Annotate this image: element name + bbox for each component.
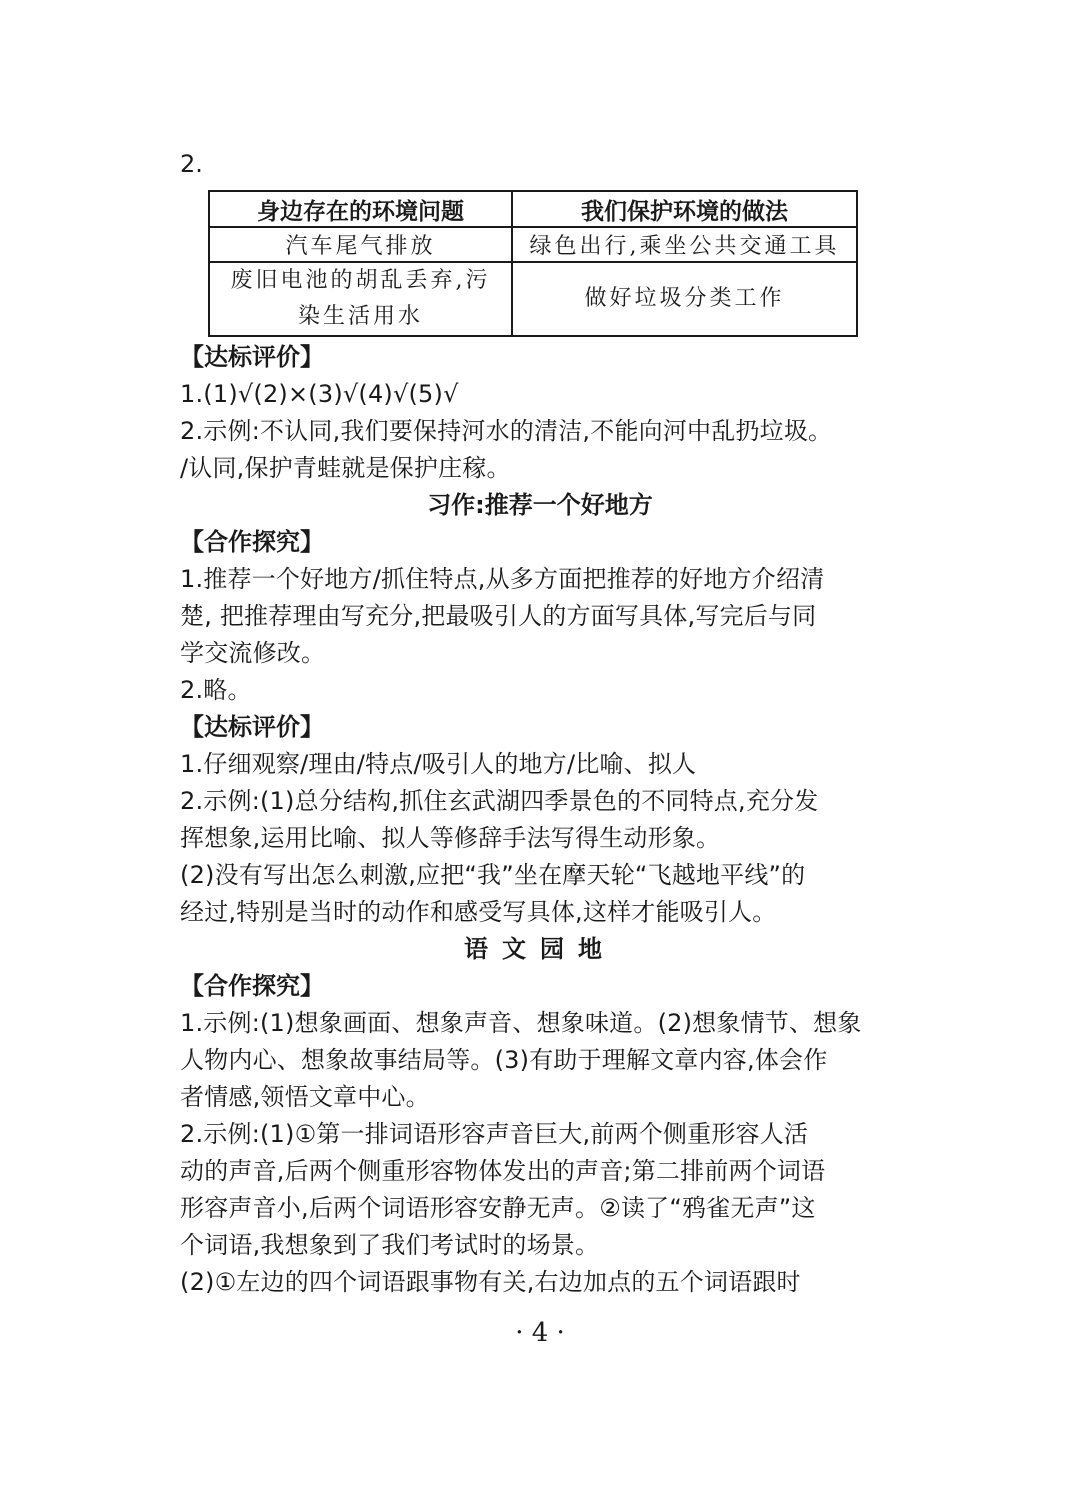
text-line: 1.(1)√(2)×(3)√(4)√(5)√	[180, 380, 459, 408]
text-line: 学交流修改。	[180, 639, 326, 667]
section-heading: 【合作探究】	[180, 972, 324, 1000]
text-line: 楚, 把推荐理由写充分,把最吸引人的方面写具体,写完后与同	[180, 602, 817, 630]
table-cell-action: 绿色出行,乘坐公共交通工具	[512, 227, 857, 262]
item-2-label: 2.	[180, 150, 203, 178]
text-line: (2)①左边的四个词语跟事物有关,右边加点的五个词语跟时	[180, 1268, 801, 1296]
text-line: /认同,保护青蛙就是保护庄稼。	[180, 454, 511, 482]
section-heading: 【达标评价】	[180, 713, 324, 741]
section-heading: 【合作探究】	[180, 528, 324, 556]
text-line: 2.示例:(1)①第一排词语形容声音巨大,前两个侧重形容人活	[180, 1120, 809, 1148]
table-cell-problem: 汽车尾气排放	[209, 227, 512, 262]
text-line: 经过,特别是当时的动作和感受写具体,这样才能吸引人。	[180, 898, 777, 926]
text-line: 2.示例:不认同,我们要保持河水的清洁,不能向河中乱扔垃圾。	[180, 417, 833, 445]
section-heading: 【达标评价】	[180, 343, 324, 371]
table-cell-line: 染生活用水	[297, 304, 423, 329]
text-line: 挥想象,运用比喻、拟人等修辞手法写得生动形象。	[180, 824, 721, 852]
text-line: 者情感,领悟文章中心。	[180, 1083, 430, 1111]
table-cell-line: 废旧电池的胡乱丢弃,污	[230, 268, 491, 293]
text-line: 个词语,我想象到了我们考试时的场景。	[180, 1231, 600, 1259]
text-line: 1.仔细观察/理由/特点/吸引人的地方/比喻、拟人	[180, 750, 697, 778]
answer-page	[180, 140, 900, 1301]
table-row	[209, 262, 857, 336]
text-line: 1.推荐一个好地方/抓住特点,从多方面把推荐的好地方介绍清	[180, 565, 825, 593]
section-title: 语文园地	[464, 935, 616, 963]
text-line: (2)没有写出怎么刺激,应把“我”坐在摩天轮“飞越地平线”的	[180, 861, 806, 889]
text-line: 形容声音小,后两个词语形容安静无声。②读了“鸦雀无声”这	[180, 1194, 816, 1222]
text-line: 人物内心、想象故事结局等。(3)有助于理解文章内容,体会作	[180, 1046, 828, 1074]
environment-table	[208, 190, 858, 337]
text-line: 2.略。	[180, 676, 252, 704]
table-cell-action: 做好垃圾分类工作	[512, 262, 857, 336]
table-header-problem: 身边存在的环境问题	[209, 191, 512, 227]
table-header-row	[209, 191, 857, 227]
table-row	[209, 227, 857, 262]
section-title: 习作:推荐一个好地方	[427, 491, 653, 519]
text-line: 动的声音,后两个侧重形容物体发出的声音;第二排前两个词语	[180, 1157, 826, 1185]
text-line: 2.示例:(1)总分结构,抓住玄武湖四季景色的不同特点,充分发	[180, 787, 819, 815]
page-number: · 4 ·	[515, 1318, 565, 1348]
table-cell-problem	[209, 262, 512, 336]
table-header-action: 我们保护环境的做法	[512, 191, 857, 227]
text-line: 1.示例:(1)想象画面、想象声音、想象味道。(2)想象情节、想象	[180, 1009, 862, 1037]
